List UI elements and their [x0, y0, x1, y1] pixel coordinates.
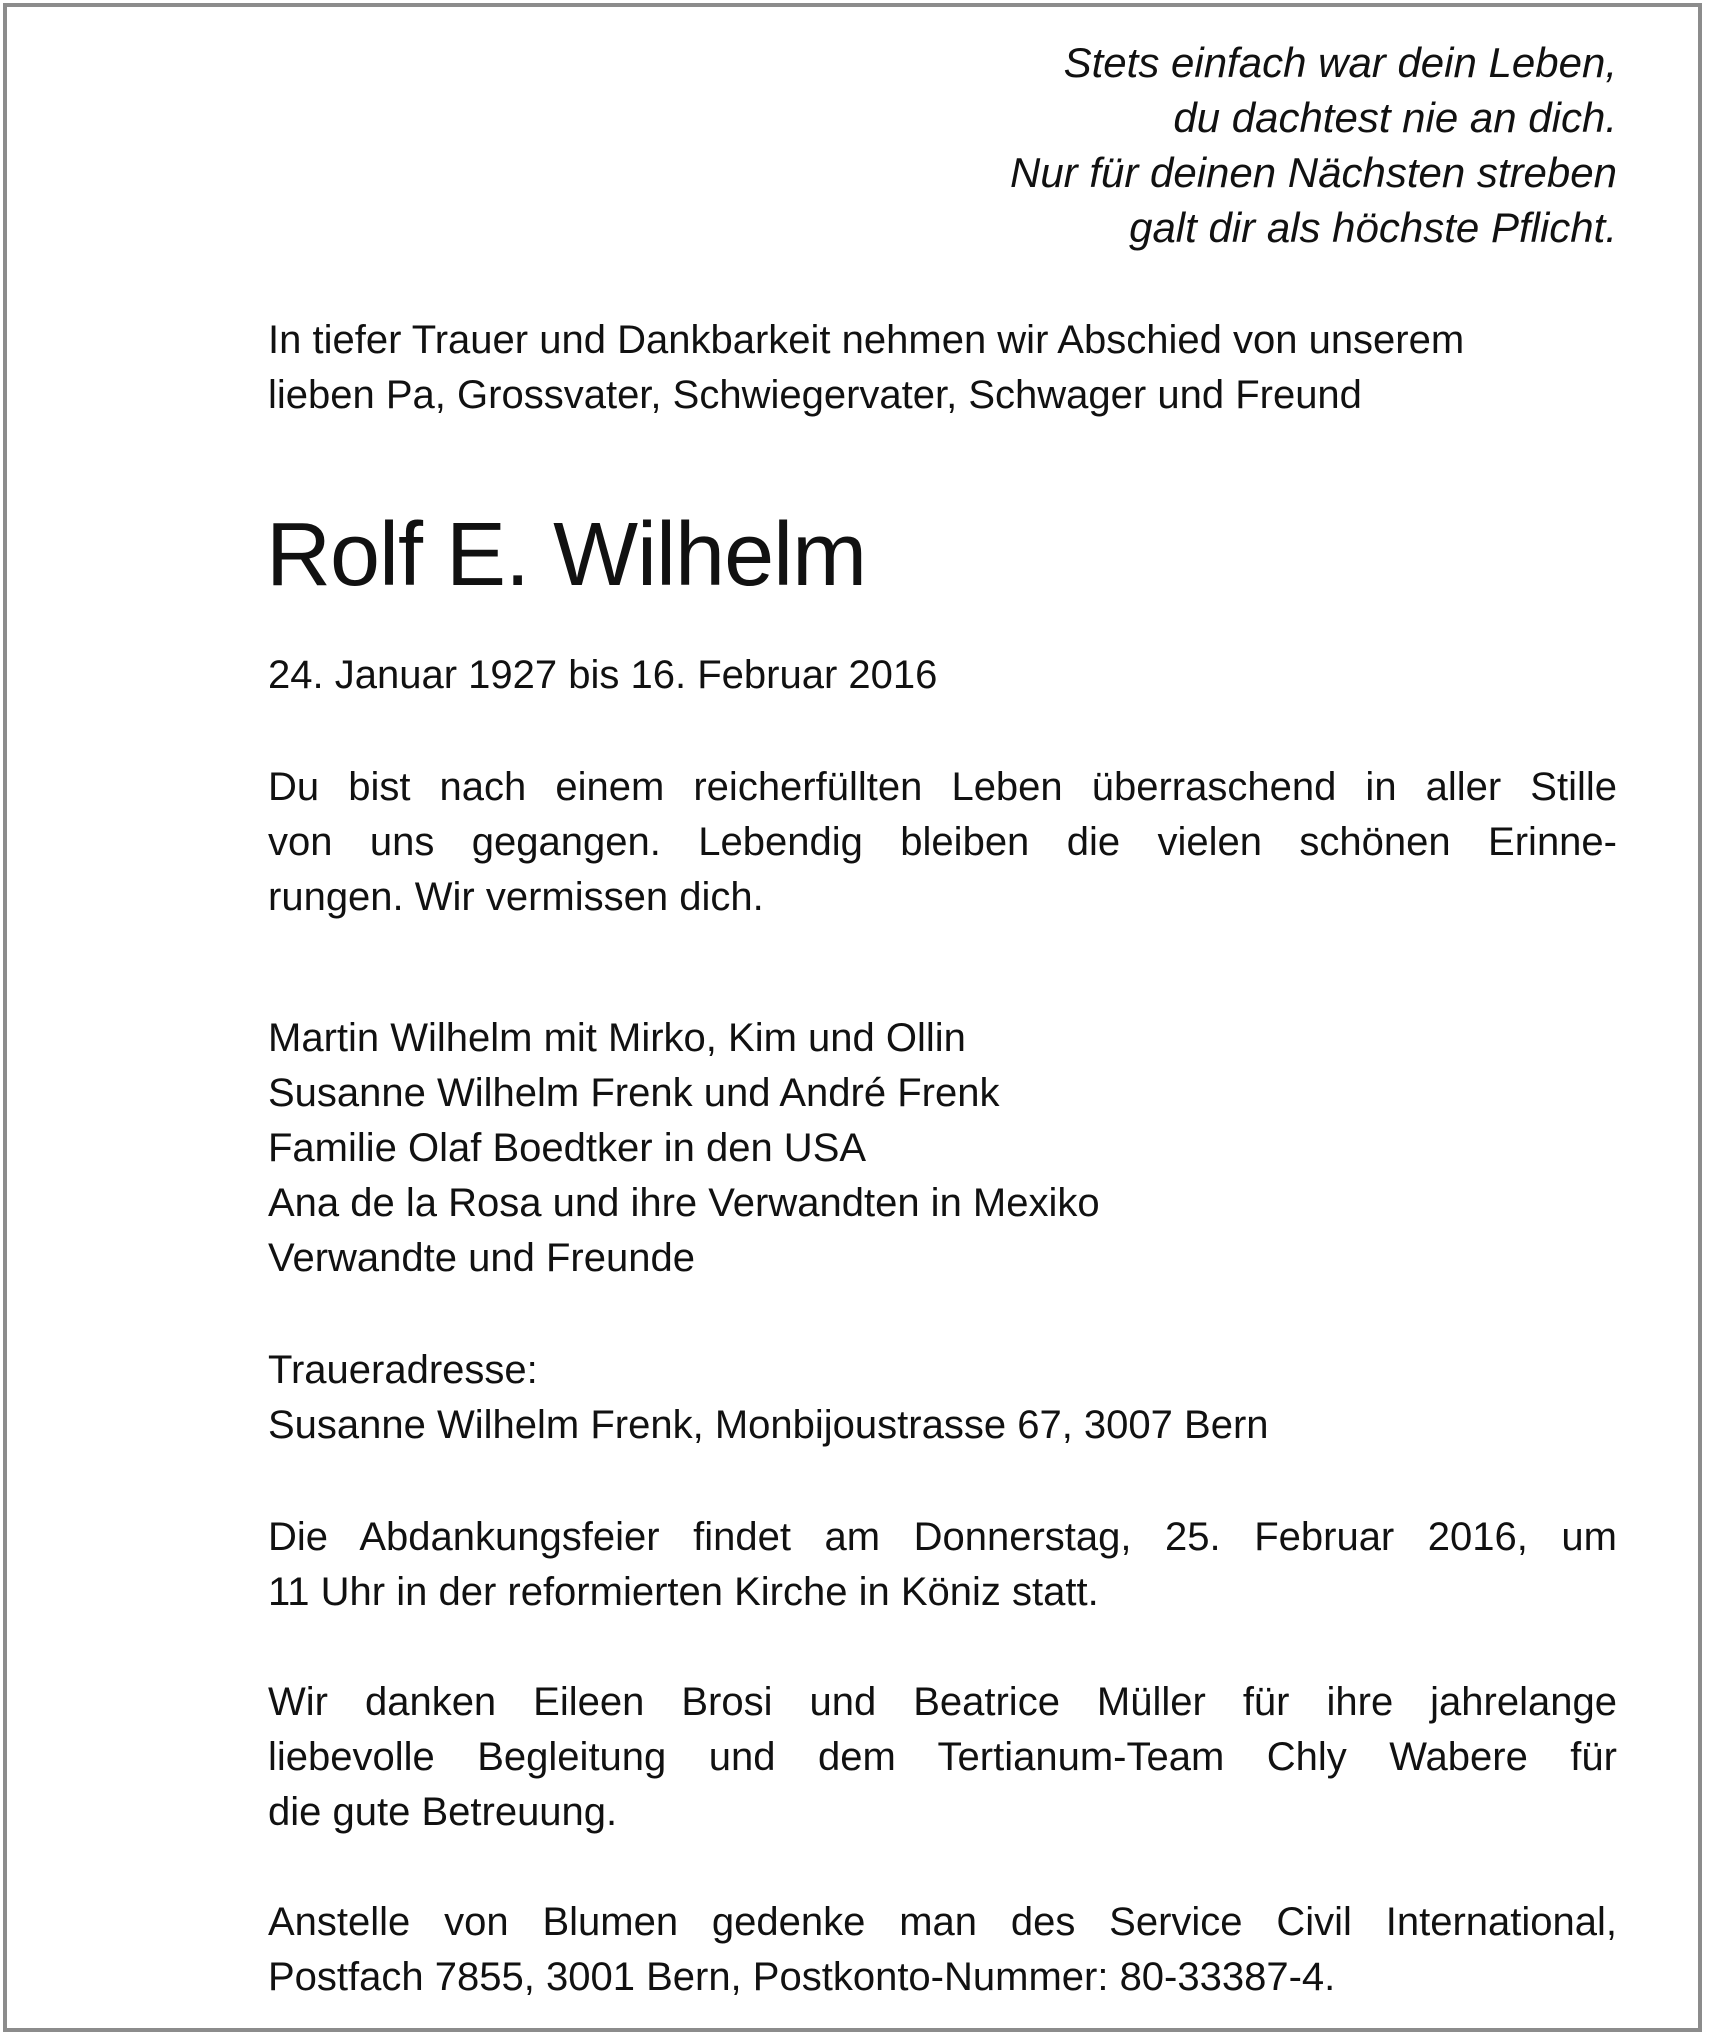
thanks-line: Wir danken Eileen Brosi und Beatrice Müller für ihre jahrelange	[268, 1680, 1617, 1724]
intro-line: lieben Pa, Grossvater, Schwiegervater, Schwager und Freund	[268, 373, 1362, 417]
address-value: Susanne Wilhelm Frenk, Monbijoustrasse 67, 3007 Bern	[268, 1403, 1269, 1447]
obituary-frame	[3, 3, 1702, 2032]
message-line: von uns gegangen. Lebendig bleiben die vielen schönen Erinne-	[268, 820, 1617, 864]
ceremony-line: Die Abdankungsfeier findet am Donnerstag, 25. Februar 2016, um	[268, 1515, 1617, 1559]
ceremony-info	[268, 1510, 1617, 1620]
thanks-line: die gute Betreuung.	[268, 1790, 618, 1834]
address-label: Traueradresse:	[268, 1348, 538, 1392]
poem-line: Stets einfach war dein Leben,	[1063, 39, 1617, 86]
ceremony-line: 11 Uhr in der reformierten Kirche in Köniz statt.	[268, 1570, 1099, 1614]
poem-line: Nur für deinen Nächsten streben	[1009, 149, 1617, 196]
mourner-entry: Martin Wilhelm mit Mirko, Kim und Ollin	[268, 1016, 966, 1060]
message-line: Du bist nach einem reicherfüllten Leben überraschend in aller Stille	[268, 765, 1617, 809]
thanks-text	[268, 1675, 1617, 1840]
mourning-address	[268, 1343, 1617, 1453]
poem-line: du dachtest nie an dich.	[1173, 94, 1617, 141]
mourner-entry: Familie Olaf Boedtker in den USA	[268, 1126, 867, 1170]
mourners-list	[268, 1011, 1617, 1286]
donation-line: Anstelle von Blumen gedenke man des Service Civil International,	[268, 1900, 1617, 1944]
message-line: rungen. Wir vermissen dich.	[268, 875, 764, 919]
life-dates: 24. Januar 1927 bis 16. Februar 2016	[268, 653, 938, 697]
donation-text	[268, 1895, 1617, 2005]
mourner-entry: Ana de la Rosa und ihre Verwandten in Mexiko	[268, 1181, 1100, 1225]
mourner-entry: Verwandte und Freunde	[268, 1236, 695, 1280]
obituary-content	[266, 35, 1617, 1999]
donation-line: Postfach 7855, 3001 Bern, Postkonto-Nummer: 80-33387-4.	[268, 1955, 1336, 1999]
intro-text	[268, 313, 1617, 423]
poem	[268, 35, 1617, 255]
farewell-message	[268, 760, 1617, 925]
thanks-line: liebevolle Begleitung und dem Tertianum-Team Chly Wabere für	[268, 1735, 1617, 1779]
deceased-name: Rolf E. Wilhelm	[266, 505, 867, 605]
poem-line: galt dir als höchste Pflicht.	[1129, 204, 1617, 251]
mourner-entry: Susanne Wilhelm Frenk und André Frenk	[268, 1071, 1000, 1115]
intro-line: In tiefer Trauer und Dankbarkeit nehmen wir Abschied von unserem	[268, 318, 1465, 362]
